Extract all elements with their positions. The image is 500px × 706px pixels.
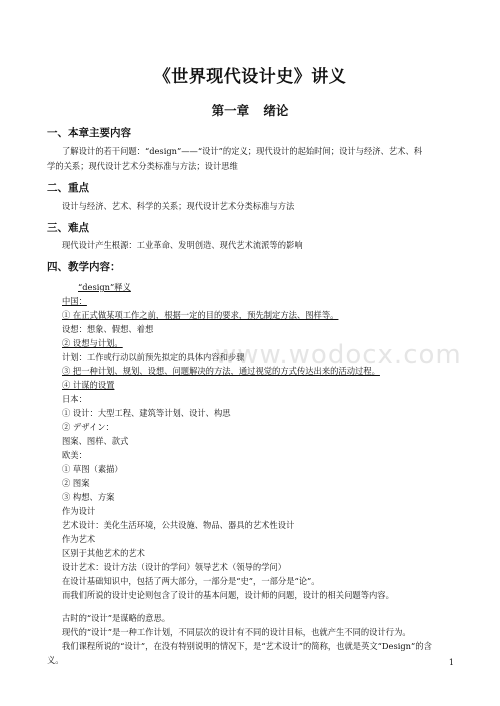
section-1-text-line-2: 学的关系；现代设计艺术分类标准与方法；设计思维 xyxy=(47,161,238,171)
japan-note: 图案、图样、款式 xyxy=(62,436,129,446)
as-art-note: 区别于其他艺术的艺术 xyxy=(62,548,145,558)
japan-item-1: ① 设计：大型工程、建筑等计划、设计、构思 xyxy=(62,408,231,418)
page-number: 1 xyxy=(448,658,454,667)
section-3-heading: 三、难点 xyxy=(47,222,89,234)
chapter-heading: 第一章 绪论 xyxy=(211,103,289,118)
section-3-text: 现代设计产生根源：工业革命、发明创造、现代艺术流派等的影响 xyxy=(62,240,303,250)
western-item-3: ③ 构想、方案 xyxy=(62,492,115,502)
basics-paragraph-line-1: 在设计基础知识中，包括了两大部分，一部分是“史”，一部分是“论”。 xyxy=(62,576,320,586)
japan-label: 日本： xyxy=(62,394,87,404)
art-design-definition: 艺术设计：美化生活环境，公共设施、物品、器具的艺术性设计 xyxy=(62,520,295,530)
basics-paragraph-line-2: 而我们所说的设计史论则包含了设计的基本问题，设计师的问题，设计的相关问题等内容。 xyxy=(62,590,394,600)
section-1-text-line-1: 了解设计的若干问题：“design”——“设计”的定义；现代设计的起始时间；设计与经济、艺术、科 xyxy=(62,146,423,156)
china-item-1: ① 在正式做某项工作之前，根据一定的目的要求，预先制定方法、图样等。 xyxy=(62,310,339,320)
japan-item-2: ② デザイン： xyxy=(62,422,114,432)
section-1-heading: 一、本章主要内容 xyxy=(47,127,131,139)
western-label: 欧美： xyxy=(62,450,87,460)
document-title: 《世界现代设计史》讲义 xyxy=(153,67,347,87)
china-item-2: ② 设想与计划。 xyxy=(62,338,123,348)
section-2-text: 设计与经济、艺术、科学的关系；现代设计艺术分类标准与方法 xyxy=(62,201,295,211)
china-note-1: 设想：想象、假想、着想 xyxy=(62,324,154,334)
china-note-2: 计划：工作或行动以前预先拟定的具体内容和步骤 xyxy=(62,352,245,362)
design-definition-heading: “design”释义 xyxy=(78,282,131,292)
course-design-line-1: 我们课程所说的“设计”，在没有特别说明的情况下，是“艺术设计”的简称，也就是英文“Design”的含 xyxy=(62,641,432,651)
as-design-label: 作为设计 xyxy=(62,506,96,516)
as-art-label: 作为艺术 xyxy=(62,534,96,544)
china-item-3: ③ 把一种计划、规划、设想、问题解决的方法，通过视觉的方式传达出来的活动过程。 xyxy=(62,366,380,376)
section-4-heading: 四、教学内容： xyxy=(47,261,121,273)
ancient-design-line: 古时的“设计”是谋略的意思。 xyxy=(62,613,171,623)
design-art-definition: 设计艺术：设计方法（设计的学问）领导艺术（领导的学问） xyxy=(62,562,287,572)
course-design-line-2: 义。 xyxy=(47,655,64,665)
section-2-heading: 二、重点 xyxy=(47,182,89,194)
china-label: 中国： xyxy=(62,296,87,306)
western-item-2: ② 图案 xyxy=(62,478,90,488)
modern-design-line: 现代的“设计”是一种工作计划，不同层次的设计有不同的设计目标，也就产生不同的设计行为。 xyxy=(62,627,411,637)
watermark: www.wodocx.com xyxy=(215,340,462,370)
china-item-4: ④ 计谋的设置 xyxy=(62,380,115,390)
western-item-1: ① 草图（素描） xyxy=(62,464,123,474)
